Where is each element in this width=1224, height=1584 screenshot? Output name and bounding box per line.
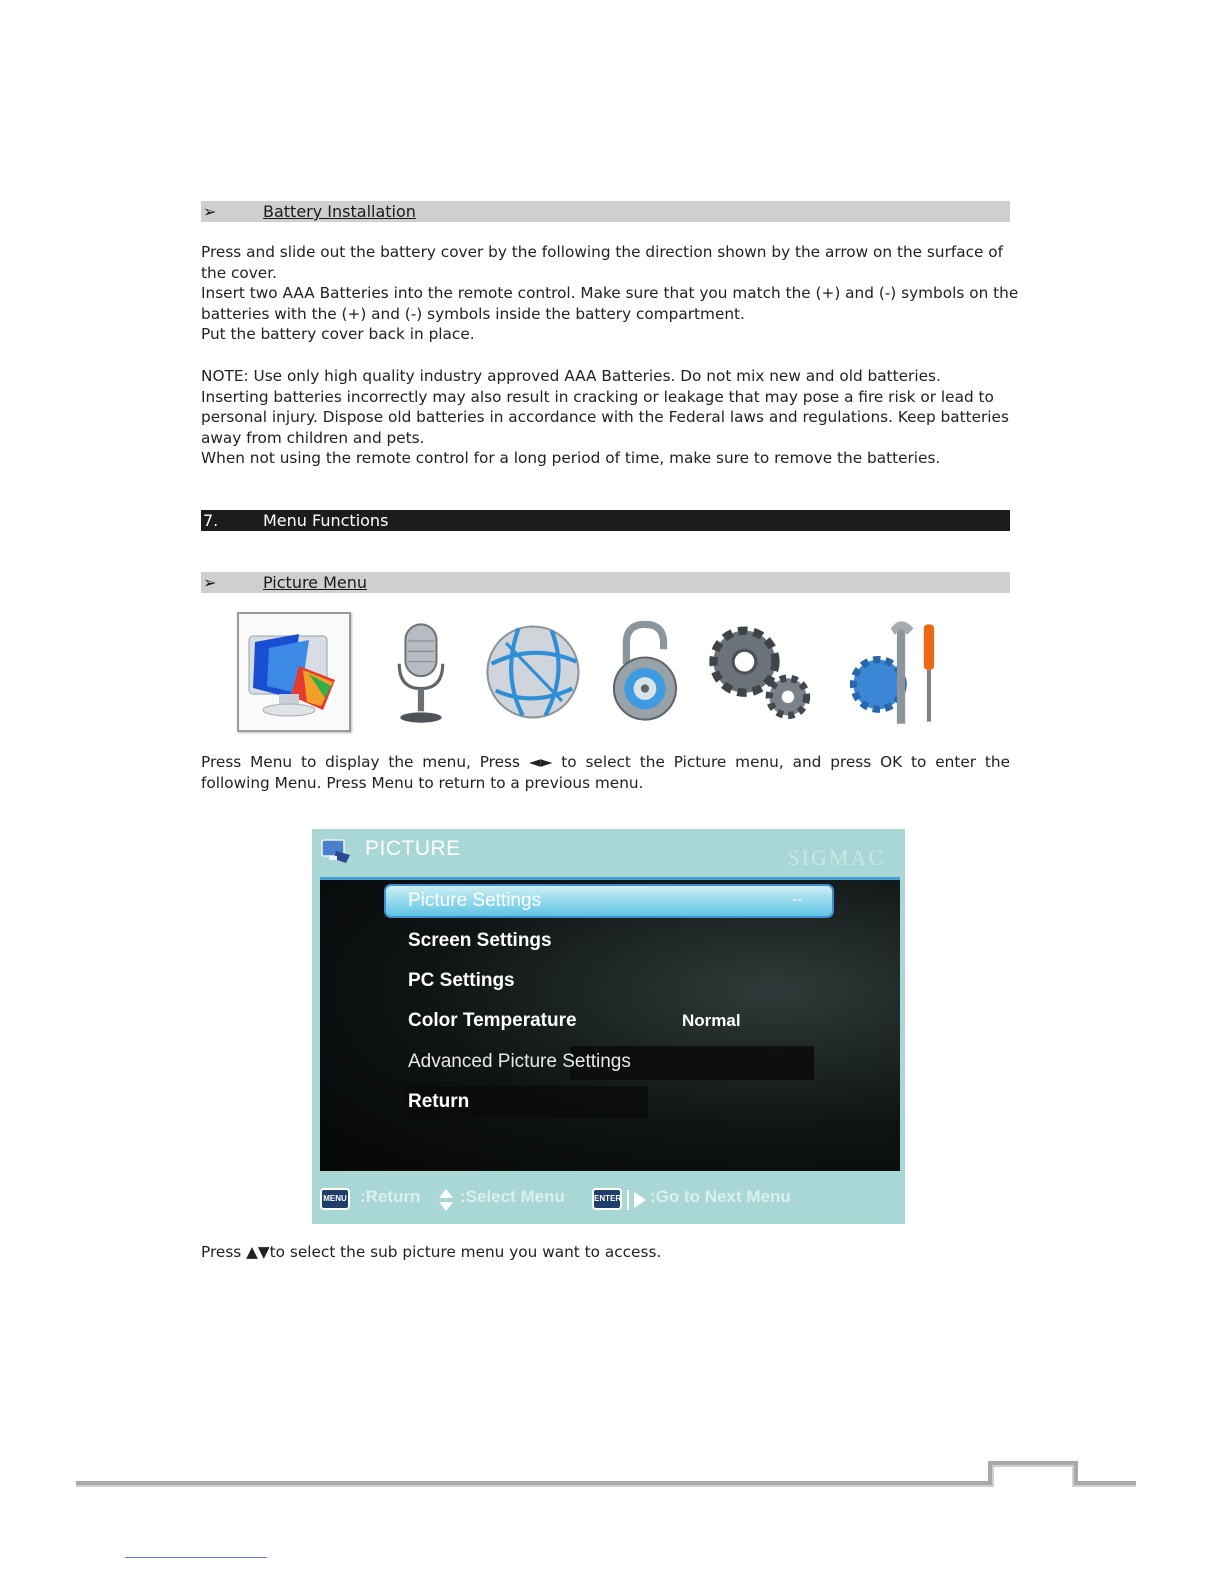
note-line: Inserting batteries incorrectly may also result in cracking or leakage that may pose a fire risk or lead to: [201, 387, 994, 406]
note-line: away from children and pets.: [201, 428, 425, 447]
battery-line: batteries with the (+) and (-) symbols inside the battery compartment.: [201, 304, 745, 323]
battery-note: [201, 366, 1010, 469]
intro-line: Press Menu to display the menu, Press ◄► to select the Picture menu, and press OK to enter the: [201, 753, 1010, 771]
brand-watermark: SIGMAC: [787, 845, 885, 870]
section-number: 7.: [203, 511, 219, 530]
arrow-bullet-icon: ➢: [203, 202, 217, 221]
microphone-icon[interactable]: [365, 612, 479, 732]
arrow-bullet-icon: ➢: [203, 573, 217, 592]
intro-line: following Menu. Press Menu to return to a previous menu.: [201, 773, 644, 792]
menu-item-screen-settings[interactable]: Screen Settings: [408, 930, 552, 951]
enter-key-icon: ENTER: [592, 1188, 622, 1210]
next-menu-hint: :Go to Next Menu: [650, 1187, 791, 1206]
battery-line: the cover.: [201, 263, 277, 282]
picture-menu-intro: [201, 752, 1010, 793]
right-arrow-icon: [626, 1190, 648, 1210]
menu-item-pc-settings[interactable]: PC Settings: [408, 970, 515, 991]
note-line: When not using the remote control for a long period of time, make sure to remove the batteries.: [201, 449, 941, 468]
picture-menu-closing: [201, 1242, 1010, 1263]
closing-line: Press ▲▼to select the sub picture menu you want to access.: [201, 1243, 662, 1261]
battery-line: Insert two AAA Batteries into the remote control. Make sure that you match the (+) and (-) symbols on the: [201, 284, 1019, 303]
battery-installation-title: Battery Installation: [263, 202, 416, 221]
return-hint: :Return: [360, 1187, 421, 1206]
picture-menu-icon[interactable]: [237, 612, 351, 732]
select-menu-hint: :Select Menu: [460, 1187, 565, 1206]
battery-installation-heading-bar: [201, 201, 1010, 222]
redaction-block: [404, 1126, 484, 1156]
menu-icon-row: [237, 612, 997, 734]
gears-icon[interactable]: [703, 612, 817, 732]
menu-functions-title: Menu Functions: [263, 511, 389, 530]
up-down-arrows-icon: [438, 1188, 454, 1212]
menu-panel: [320, 877, 900, 1171]
padlock-icon[interactable]: [589, 612, 703, 732]
globe-network-icon[interactable]: [477, 612, 591, 732]
picture-menu-heading-bar: [201, 572, 1010, 593]
battery-line: Put the battery cover back in place.: [201, 325, 475, 344]
note-line: NOTE: Use only high quality industry approved AAA Batteries. Do not mix new and old batteries.: [201, 367, 941, 385]
menu-item-picture-settings[interactable]: Picture Settings: [408, 890, 542, 911]
menu-functions-heading-bar: [201, 510, 1010, 531]
picture-header-icon: [320, 837, 354, 865]
menu-item-advanced-picture-settings[interactable]: Advanced Picture Settings: [408, 1051, 631, 1072]
footer-link-underline: [125, 1557, 267, 1558]
menu-item-return[interactable]: Return: [408, 1091, 470, 1112]
color-temperature-value: Normal: [682, 1011, 741, 1030]
tools-icon[interactable]: [843, 612, 957, 732]
item-value: --: [791, 892, 802, 908]
note-line: personal injury. Dispose old batteries in accordance with the Federal laws and regulations. Keep batteries: [201, 408, 1009, 427]
menu-key-icon: MENU: [320, 1188, 350, 1210]
battery-instructions: [201, 242, 1019, 345]
tv-picture-menu-screen: [312, 829, 905, 1224]
screen-title: PICTURE: [365, 837, 461, 860]
picture-menu-title: Picture Menu: [263, 573, 368, 592]
battery-line: Press and slide out the battery cover by the following the direction shown by the arrow on the surface of: [201, 243, 1004, 261]
screen-footer-hints: [320, 1184, 900, 1214]
menu-item-color-temperature[interactable]: Color Temperature: [408, 1010, 577, 1031]
